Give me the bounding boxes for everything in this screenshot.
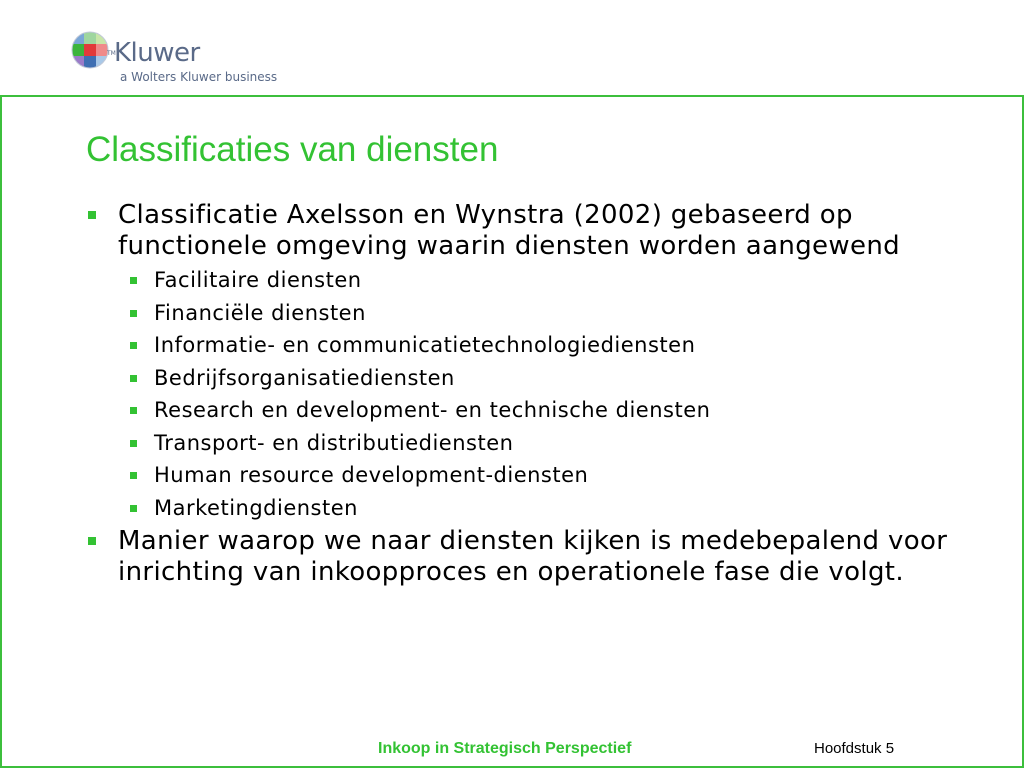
square-bullet-icon	[130, 310, 137, 317]
sub-bullet-text: Facilitaire diensten	[154, 268, 362, 292]
bullet-text: Manier waarop we naar diensten kijken is medebepalend voor inrichting van inkoopproces en operationele fase die volgt.	[118, 526, 948, 587]
bullet-item	[86, 526, 966, 588]
sub-bullet-item	[86, 427, 966, 460]
sub-bullet-text: Bedrijfsorganisatiediensten	[154, 365, 455, 390]
sub-bullet-item	[86, 329, 966, 362]
logo-name: Kluwer	[114, 38, 200, 68]
square-bullet-icon	[88, 537, 96, 545]
logo-trademark: TM	[107, 50, 116, 57]
square-bullet-icon	[130, 472, 137, 479]
sub-bullet-item	[86, 297, 966, 330]
footer-title: Inkoop in Strategisch Perspectief	[378, 740, 632, 757]
square-bullet-icon	[130, 407, 137, 414]
square-bullet-icon	[130, 375, 137, 382]
sub-bullet-item	[86, 459, 966, 492]
sub-bullet-text: Transport- en distributiediensten	[154, 430, 514, 455]
sub-bullet-item	[86, 362, 966, 395]
square-bullet-icon	[88, 211, 96, 219]
sub-bullet-list	[86, 264, 966, 524]
sub-bullet-text: Marketingdiensten	[154, 495, 358, 520]
sub-bullet-text: Informatie- en communicatietechnologiediensten	[154, 333, 696, 357]
square-bullet-icon	[130, 277, 137, 284]
bullet-text: Classificatie Axelsson en Wynstra (2002) gebaseerd op functionele omgeving waarin diensten worden aangewend	[118, 200, 901, 261]
square-bullet-icon	[130, 342, 137, 349]
slide-title: Classificaties van diensten	[86, 130, 499, 169]
footer-chapter: Hoofdstuk 5	[814, 740, 895, 757]
kluwer-globe-icon	[70, 30, 110, 70]
sub-bullet-item	[86, 394, 966, 427]
logo-tagline: a Wolters Kluwer business	[120, 70, 278, 84]
square-bullet-icon	[130, 505, 137, 512]
sub-bullet-text: Human resource development-diensten	[154, 463, 589, 487]
sub-bullet-item	[86, 264, 966, 297]
bullet-item	[86, 200, 966, 262]
sub-bullet-text: Research en development- en technische diensten	[154, 398, 711, 422]
square-bullet-icon	[130, 440, 137, 447]
bullet-list	[86, 200, 966, 588]
kluwer-logo	[70, 30, 310, 90]
sub-bullet-text: Financiële diensten	[154, 300, 366, 325]
sub-bullet-item	[86, 492, 966, 525]
